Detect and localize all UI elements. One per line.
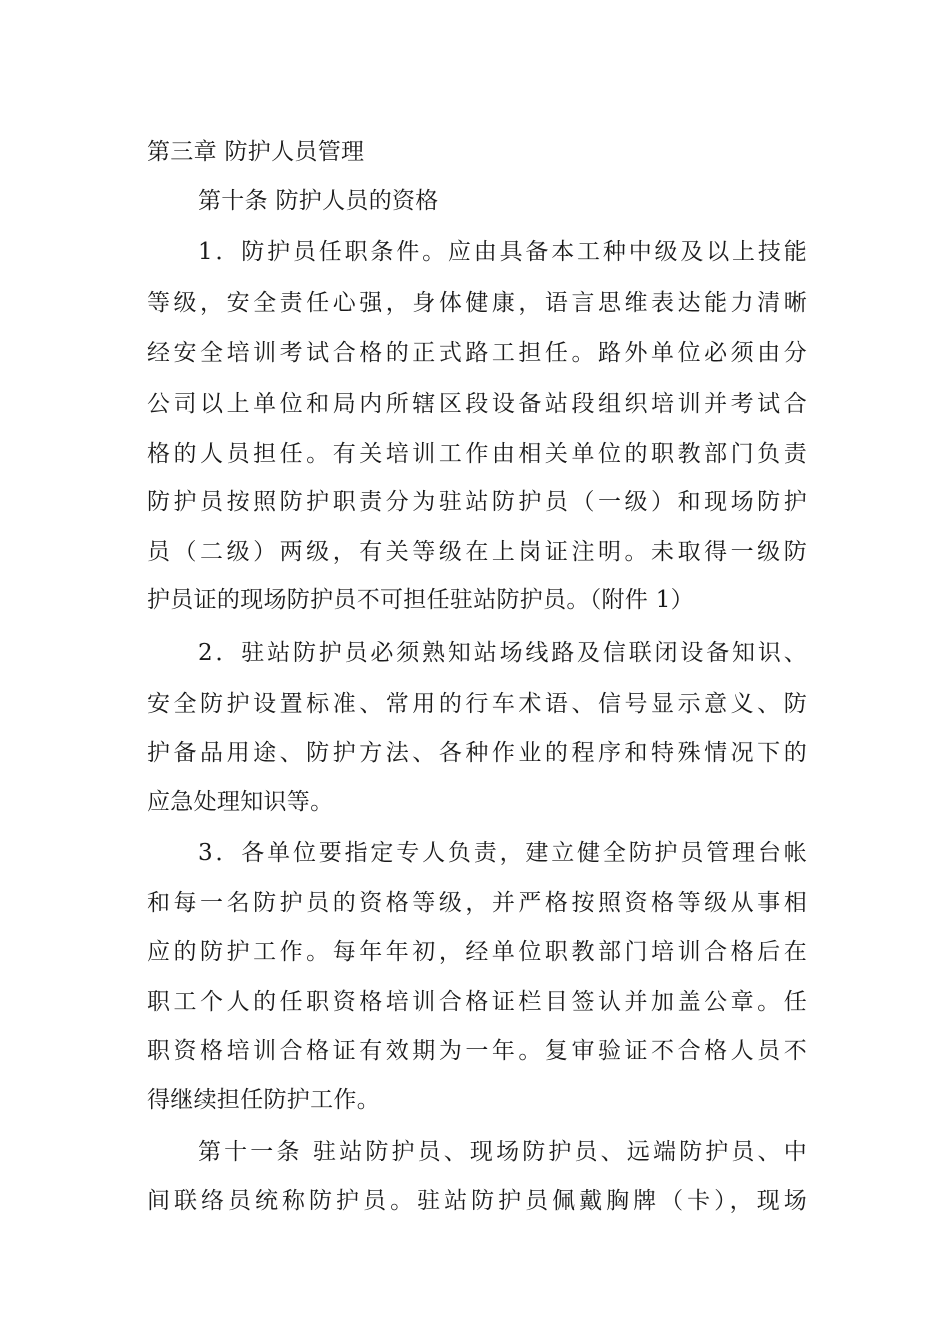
item-1-line: 1．防护员任职条件。应由具备本工种中级及以上技能 (198, 239, 807, 265)
item-3-line: 应的防护工作。每年年初，经单位职教部门培训合格后在 (147, 939, 807, 965)
item-1-line: 格的人员担任。有关培训工作由相关单位的职教部门负责 (147, 441, 807, 467)
item-3-line: 得继续担任防护工作。 (147, 1087, 380, 1113)
item-3-line: 职工个人的任职资格培训合格证栏目签认并加盖公章。任 (147, 989, 807, 1015)
item-1-line: 护员证的现场防护员不可担任驻站防护员。（附件 1） (147, 587, 694, 613)
item-2-line: 应急处理知识等。 (147, 789, 334, 815)
item-3-line: 职资格培训合格证有效期为一年。复审验证不合格人员不 (147, 1038, 807, 1064)
article-11-line: 间联络员统称防护员。驻站防护员佩戴胸牌（卡），现场 (147, 1188, 807, 1214)
item-1-line: 员（二级）两级，有关等级在上岗证注明。未取得一级防 (147, 539, 807, 565)
item-1-line: 等级，安全责任心强，身体健康，语言思维表达能力清晰 (147, 290, 807, 316)
item-2-line: 2．驻站防护员必须熟知站场线路及信联闭设备知识、 (198, 640, 807, 666)
item-1-line: 防护员按照防护职责分为驻站防护员（一级）和现场防护 (147, 489, 807, 515)
item-3-line: 3．各单位要指定专人负责，建立健全防护员管理台帐 (198, 840, 807, 866)
article-11-line: 第十一条 驻站防护员、现场防护员、远端防护员、中 (198, 1139, 807, 1165)
item-1-line: 公司以上单位和局内所辖区段设备站段组织培训并考试合 (147, 391, 807, 417)
item-2-line: 安全防护设置标准、常用的行车术语、信号显示意义、防 (147, 691, 807, 717)
item-1-line: 经安全培训考试合格的正式路工担任。路外单位必须由分 (147, 340, 807, 366)
item-2-line: 护备品用途、防护方法、各种作业的程序和特殊情况下的 (147, 740, 807, 766)
chapter-title: 第三章 防护人员管理 (147, 139, 365, 165)
item-3-line: 和每一名防护员的资格等级，并严格按照资格等级从事相 (147, 890, 807, 916)
article-10-title: 第十条 防护人员的资格 (198, 188, 439, 214)
